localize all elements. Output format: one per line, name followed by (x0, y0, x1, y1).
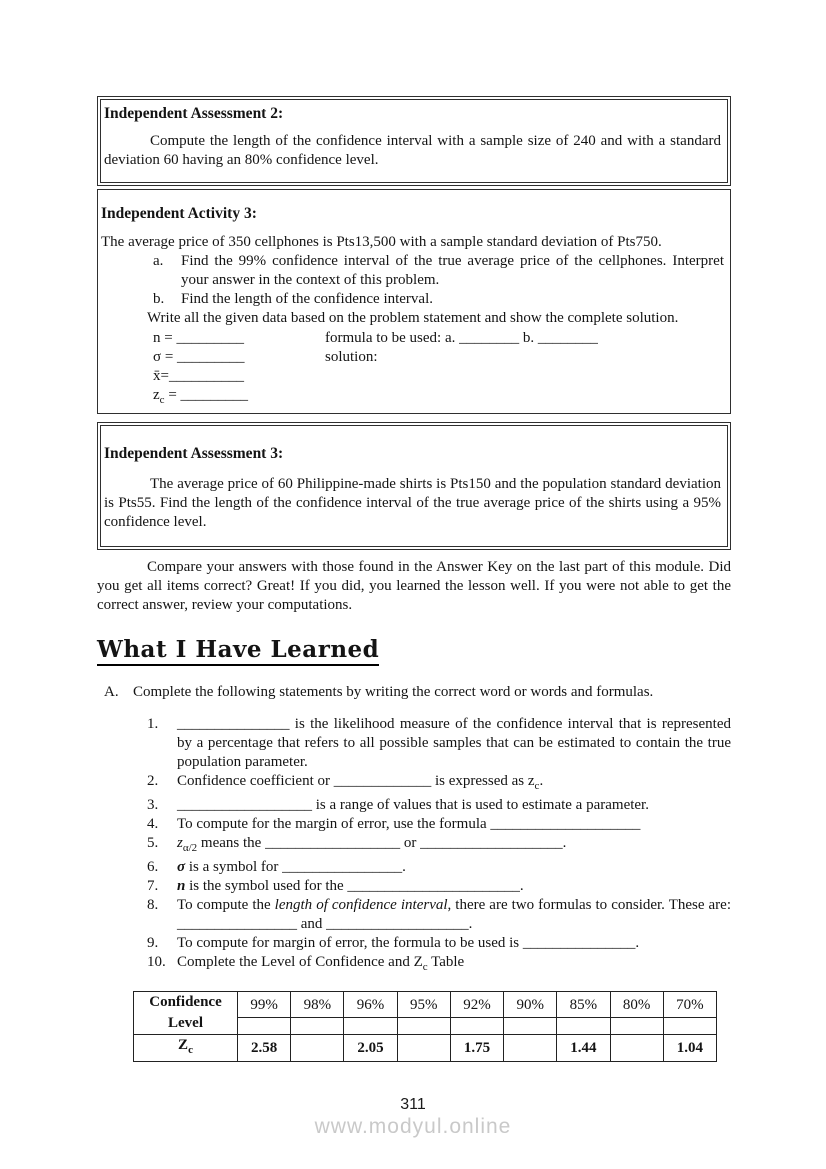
assessment2-box (97, 96, 731, 186)
question-10-text: Complete the Level of Confidence and $Z_c$ Table (177, 954, 465, 973)
question-5 (97, 834, 731, 858)
question-5-text: $z_{\alpha/2}$ means the __________________ or ___________________. (177, 835, 567, 854)
solution-label: solution: (325, 349, 378, 365)
level-cell: 96% (344, 992, 397, 1018)
question-6 (97, 858, 731, 877)
compare-answers-paragraph: Compare your answers with those found in the Answer Key on the last part of this module. Did you get all items correct? Great! If you did, you learned the lesson well. If you were not able to get the correct answer, review your computations. (97, 559, 731, 613)
empty-cell (557, 1018, 610, 1035)
zc-value-cell (291, 1035, 344, 1062)
activity3-intro: The average price of 350 cellphones is Pts13,500 with a sample standard deviation of Pts750. (101, 234, 662, 250)
level-cell: 85% (557, 992, 610, 1018)
level-cell: 99% (238, 992, 291, 1018)
empty-cell (663, 1018, 716, 1035)
question-6-number: 6. (147, 859, 159, 875)
section-a-label: A. (104, 684, 119, 700)
zc-values-row (134, 1035, 717, 1062)
zc-value-cell (610, 1035, 663, 1062)
question-4 (97, 815, 731, 834)
empty-cell (344, 1018, 397, 1035)
what-i-have-learned-heading: What I Have Learned (97, 636, 379, 666)
zc-blank-line: = _________ (164, 387, 249, 403)
question-8 (97, 896, 731, 934)
question-2-number: 2. (147, 773, 159, 789)
watermark-text: www.modyul.online (314, 1115, 512, 1138)
zc-value-cell (504, 1035, 557, 1062)
question-9 (97, 934, 731, 953)
given-zc-blank (153, 386, 325, 405)
question-1-text: _______________ is the likelihood measure of the confidence interval that is represented by a percentage that refers to all possible samples that can be estimated to contain the true population parameter. (177, 716, 731, 770)
zc-value-cell: 1.04 (663, 1035, 716, 1062)
empty-cell (397, 1018, 450, 1035)
empty-cell (504, 1018, 557, 1035)
empty-cell (291, 1018, 344, 1035)
question-3-text: __________________ is a range of values that is used to estimate a parameter. (177, 797, 649, 813)
given-left-column (153, 329, 325, 405)
empty-cell (450, 1018, 503, 1035)
item-a-label: a. (153, 253, 164, 269)
item-a-text: Find the 99% confidence interval of the true average price of the cellphones. Interpret your answer in the context of this problem. (181, 253, 724, 288)
page-number: 311 (400, 1096, 426, 1113)
zc-row-header: $Z_c$ (134, 1035, 238, 1062)
assessment3-title: Independent Assessment 3: (104, 445, 284, 462)
question-list (97, 715, 731, 977)
zc-value-cell: 2.58 (238, 1035, 291, 1062)
zc-value-cell (397, 1035, 450, 1062)
given-right-column (325, 329, 724, 405)
confidence-level-row (134, 992, 717, 1018)
given-sigma-blank: σ = _________ (153, 349, 245, 365)
activity3-item-b (101, 290, 724, 309)
assessment2-body: Compute the length of the confidence interval with a sample size of 240 and with a standard deviation 60 having an 80% confidence level. (104, 133, 721, 168)
assessment2-title: Independent Assessment 2: (104, 105, 284, 122)
question-7-text: n is the symbol used for the _______________________. (177, 878, 524, 894)
question-6-text: σ is a symbol for ________________. (177, 859, 406, 875)
item-b-text: Find the length of the confidence interval. (181, 291, 434, 307)
activity3-item-a (101, 252, 724, 290)
confidence-level-zc-table (133, 991, 717, 1062)
level-cell: 98% (291, 992, 344, 1018)
empty-cell (238, 1018, 291, 1035)
level-cell: 80% (610, 992, 663, 1018)
section-a-text: Complete the following statements by writing the correct word or words and formulas. (133, 684, 654, 700)
level-cell: 70% (663, 992, 716, 1018)
question-7 (97, 877, 731, 896)
question-3 (97, 796, 731, 815)
question-10 (97, 953, 731, 977)
assessment3-box (97, 422, 731, 550)
section-a-instruction (97, 683, 731, 702)
question-2-text: Confidence coefficient or _____________ is expressed as $z_c$. (177, 773, 544, 792)
confidence-level-header: Confidence Level (134, 992, 238, 1035)
question-3-number: 3. (147, 797, 159, 813)
given-n-blank: n = _________ (153, 330, 244, 346)
empty-cell (610, 1018, 663, 1035)
given-data-block (153, 329, 724, 405)
activity3-write-all: Write all the given data based on the problem statement and show the complete solution. (147, 310, 679, 326)
zc-symbol: z (153, 387, 160, 403)
level-cell: 95% (397, 992, 450, 1018)
level-cell: 92% (450, 992, 503, 1018)
zc-value-cell: 2.05 (344, 1035, 397, 1062)
question-10-number: 10. (147, 954, 166, 970)
question-5-number: 5. (147, 835, 159, 851)
question-9-text: To compute for margin of error, the formula to be used is _______________. (177, 935, 640, 951)
question-7-number: 7. (147, 878, 159, 894)
question-1-number: 1. (147, 716, 159, 732)
level-cell: 90% (504, 992, 557, 1018)
question-9-number: 9. (147, 935, 159, 951)
given-xbar-blank: x̄=__________ (153, 368, 244, 384)
question-1 (97, 715, 731, 772)
question-4-text: To compute for the margin of error, use the formula ____________________ (177, 816, 641, 832)
question-4-number: 4. (147, 816, 159, 832)
question-8-number: 8. (147, 897, 159, 913)
activity3-box (97, 189, 731, 414)
activity3-title: Independent Activity 3: (101, 205, 257, 222)
question-8-text: To compute the length of confidence interval, there are two formulas to consider. These are: ________________ and ___________________. (177, 897, 732, 932)
formula-to-use-line: formula to be used: a. ________ b. ________ (325, 330, 598, 346)
question-2 (97, 772, 731, 796)
zc-value-cell: 1.75 (450, 1035, 503, 1062)
zc-value-cell: 1.44 (557, 1035, 610, 1062)
page-content (97, 96, 731, 1062)
assessment3-body: The average price of 60 Philippine-made shirts is Pts150 and the population standard deviation is Pts55. Find the length of the confidence interval of the true average price of the shirts using a 95% confidence level. (104, 476, 721, 530)
zc-subscript: c (159, 394, 165, 406)
item-b-label: b. (153, 291, 165, 307)
